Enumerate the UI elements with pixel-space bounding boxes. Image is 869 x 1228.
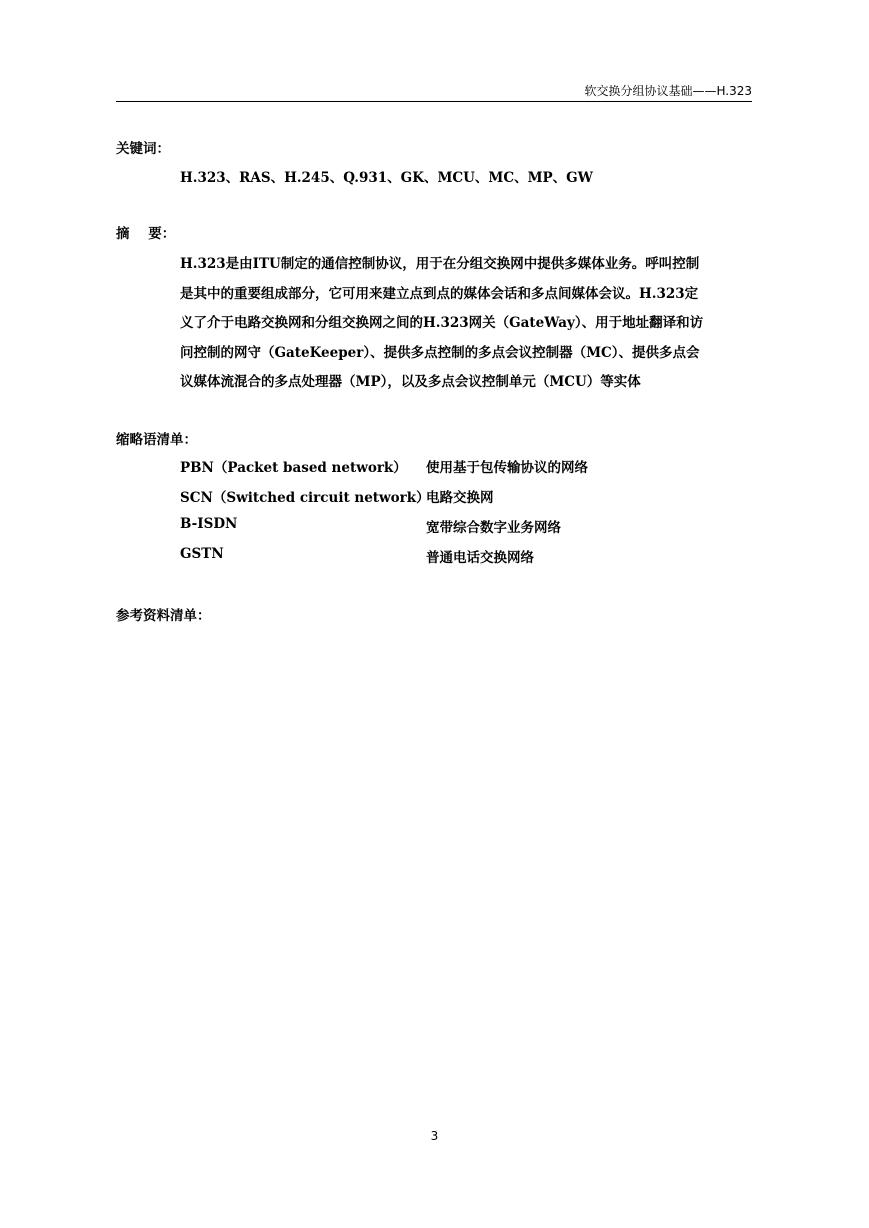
abstract-body	[180, 250, 752, 398]
abbreviation-term: PBN（Packet based network）	[180, 460, 407, 476]
abstract-line: 问控制的网守（GateKeeper）、提供多点控制的多点会议控制器（MC）、提供多点会	[180, 344, 700, 361]
abstract-line: 义了介于电路交换网和分组交换网之间的H.323网关（GateWay）、用于地址翻译和访	[180, 315, 704, 331]
page-number: 3	[430, 1129, 439, 1143]
abbreviation-term: B-ISDN	[180, 516, 238, 532]
abbreviation-definition: 宽带综合数字业务网络	[426, 520, 561, 536]
abstract-line: H.323是由ITU制定的通信控制协议，用于在分组交换网中提供多媒体业务。呼叫控制	[180, 256, 700, 272]
abstract-heading: 摘 要：	[116, 226, 176, 242]
abbreviation-term: SCN（Switched circuit network）	[180, 490, 430, 506]
abstract-line: 是其中的重要组成部分，它可用来建立点到点的媒体会话和多点间媒体会议。H.323定	[180, 285, 699, 302]
references-heading: 参考资料清单：	[116, 608, 211, 624]
header-title: 软交换分组协议基础——H.323	[584, 84, 752, 98]
abstract-line: 议媒体流混合的多点处理器（MP），以及多点会议控制单元（MCU）等实体	[180, 374, 641, 390]
abbreviation-definition: 使用基于包传输协议的网络	[426, 460, 588, 476]
page-header	[116, 80, 752, 102]
keywords-text: H.323、RAS、H.245、Q.931、GK、MCU、MC、MP、GW	[180, 170, 593, 186]
abbreviation-definition: 电路交换网	[426, 490, 494, 506]
abbreviation-term: GSTN	[180, 546, 224, 562]
abbreviations-heading: 缩略语清单：	[116, 432, 197, 448]
keywords-heading: 关键词：	[116, 141, 170, 157]
abbreviation-definition: 普通电话交换网络	[426, 550, 534, 566]
